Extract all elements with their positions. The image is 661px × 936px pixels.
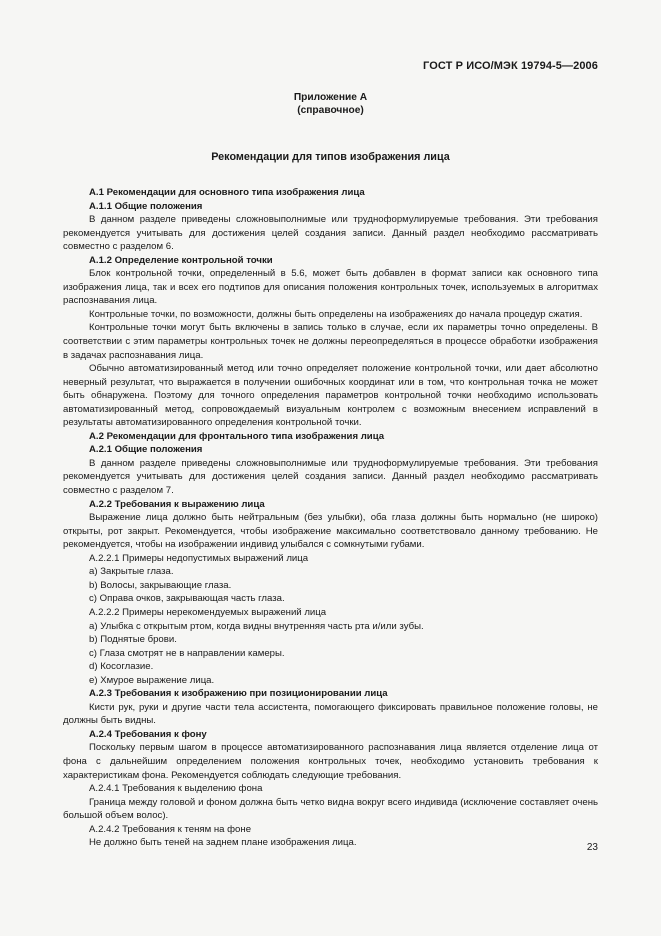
section-heading: А.2.3 Требования к изображению при позиционировании лица bbox=[89, 688, 388, 700]
paragraph: Граница между головой и фоном должна быть четко видна вокруг всего индивида (исключение составляет очень большой объем волос). bbox=[63, 796, 598, 822]
paragraph: с) Оправа очков, закрывающая часть глаза. bbox=[89, 593, 285, 605]
paragraph: Блок контрольной точки, определенный в 5.6, может быть добавлен в формат записи как основного типа изображения лица, так и всех его подтипов для описания положения контрольных точек, используемых в алгоритмах распознавания лица. bbox=[63, 268, 598, 307]
paragraph: Кисти рук, руки и другие части тела ассистента, помогающего фиксировать правильное положение головы, не должны быть видны. bbox=[63, 701, 598, 727]
section-heading: А.2.2 Требования к выражению лица bbox=[89, 498, 265, 510]
paragraph: Контрольные точки могут быть включены в запись только в случае, если их параметры точно определены. В соответствии с этим параметры контрольных точек не должны переопределяться в процессе обработки изображения в задачах распознавания лица. bbox=[63, 322, 598, 361]
paragraph: е) Хмурое выражение лица. bbox=[89, 674, 215, 686]
paragraph: Обычно автоматизированный метод или точно определяет положение контрольной точки, или дает абсолютно неверный результат, что выражается в получении ошибочных координат или в том, что контрольная точка не может быть обнаружена. Поэтому для точного определения параметров контрольной точки необходимо использовать автоматизированный метод, сопровождаемый визуальным контролем с возможным внесением исправлений в результаты автоматизированного определения контрольной точки. bbox=[63, 363, 598, 429]
section-heading: А.2.1 Общие положения bbox=[89, 444, 203, 456]
page-number: 23 bbox=[586, 842, 598, 853]
section-heading: А.2.4 Требования к фону bbox=[89, 728, 207, 740]
document-body bbox=[63, 186, 598, 850]
paragraph: Не должно быть теней на заднем плане изображения лица. bbox=[89, 837, 357, 849]
paragraph: В данном разделе приведены сложновыполнимые или трудноформулируемые требования. Эти требования рекомендуется учитывать для достижения целей создания записи. Данный раздел необходимо рассматривать совместно с разделом 6. bbox=[63, 214, 598, 253]
section-heading: А.1.2 Определение контрольной точки bbox=[89, 254, 273, 266]
paragraph: b) Поднятые брови. bbox=[89, 634, 177, 646]
paragraph: А.2.2.2 Примеры нерекомендуемых выражений лица bbox=[89, 606, 327, 618]
paragraph: Поскольку первым шагом в процессе автоматизированного распознавания лица является отделение лица от фона с дальнейшим определением положения контрольных точек, необходимо установить требования к характеристикам фона. Рекомендуется соблюдать следующие требования. bbox=[63, 742, 598, 781]
paragraph: Выражение лица должно быть нейтральным (без улыбки), оба глаза должны быть нормально (не широко) открыты, рот закрыт. Рекомендуется, чтобы изображение максимально соответствовало данному требованию. Не рекомендуется, чтобы на изображении индивид улыбался с сомкнутыми губами. bbox=[63, 512, 598, 551]
section-heading: А.2 Рекомендации для фронтального типа изображения лица bbox=[89, 430, 385, 442]
document-header: ГОСТ Р ИСО/МЭК 19794-5—2006 bbox=[423, 60, 598, 72]
section-heading: А.1.1 Общие положения bbox=[89, 200, 203, 212]
paragraph: А.2.4.1 Требования к выделению фона bbox=[89, 783, 263, 795]
section-title: Рекомендации для типов изображения лица bbox=[211, 151, 450, 163]
paragraph: А.2.4.2 Требования к теням на фоне bbox=[89, 823, 252, 835]
annex-title: Приложение А bbox=[293, 92, 368, 103]
paragraph: а) Закрытые глаза. bbox=[89, 566, 174, 578]
section-heading: А.1 Рекомендации для основного типа изображения лица bbox=[89, 187, 365, 198]
paragraph: с) Глаза смотрят не в направлении камеры. bbox=[89, 647, 285, 659]
paragraph: b) Волосы, закрывающие глаза. bbox=[89, 579, 232, 591]
paragraph: А.2.2.1 Примеры недопустимых выражений лица bbox=[89, 552, 309, 564]
paragraph: d) Косоглазие. bbox=[89, 661, 154, 673]
paragraph: Контрольные точки, по возможности, должны быть определены на изображениях до начала процедур сжатия. bbox=[89, 308, 583, 320]
paragraph: а) Улыбка с открытым ртом, когда видны внутренняя часть рта и/или зубы. bbox=[89, 620, 424, 632]
annex-subtitle: (справочное) bbox=[297, 105, 364, 116]
paragraph: В данном разделе приведены сложновыполнимые или трудноформулируемые требования. Эти требования рекомендуется учитывать для достижения целей создания записи. Данный раздел необходимо рассматривать совместно с разделом 7. bbox=[63, 457, 598, 497]
annex-heading bbox=[0, 91, 661, 117]
